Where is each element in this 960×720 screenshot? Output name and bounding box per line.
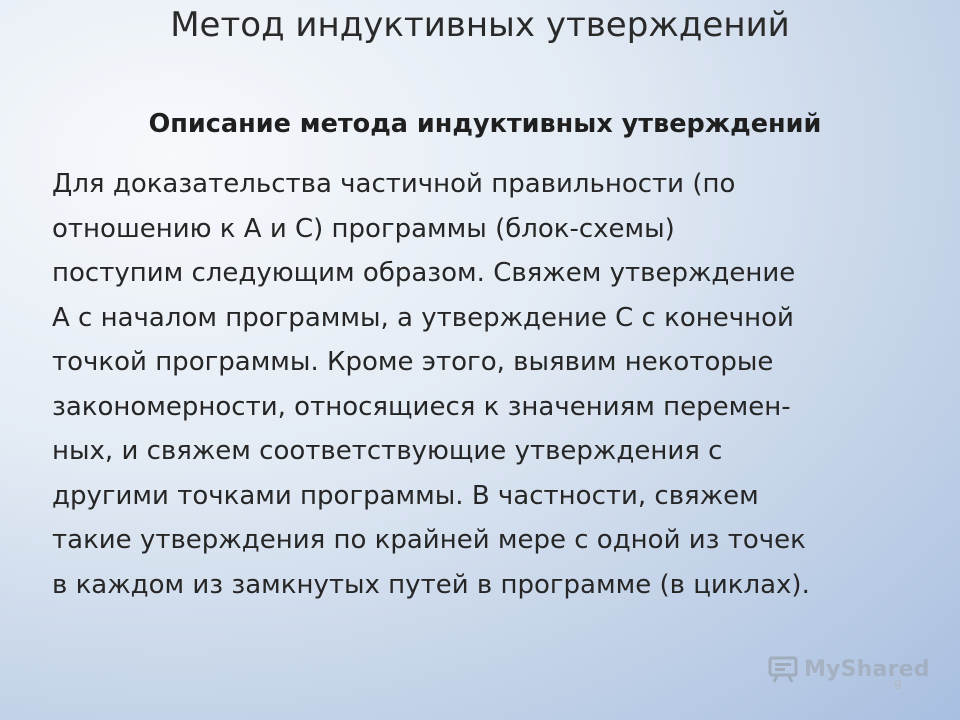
body-line: точкой программы. Кроме этого, выявим некоторые	[52, 347, 774, 377]
body-line: поступим следующим образом. Свяжем утверждение	[52, 258, 796, 288]
watermark-text: MyShared	[804, 656, 930, 682]
body-line: в каждом из замкнутых путей в программе (в циклах).	[52, 569, 810, 600]
watermark	[768, 655, 930, 683]
body-line: А с началом программы, а утверждение С с конечной	[52, 302, 794, 333]
body-line: другими точками программы. В частности, свяжем	[52, 480, 759, 511]
presentation-board-icon	[768, 655, 798, 683]
body-line: такие утверждения по крайней мере с одной из точек	[52, 525, 806, 555]
body-line: ных, и свяжем соответствующие утверждения с	[52, 436, 723, 466]
body-line: Для доказательства частичной правильности (по	[52, 169, 736, 199]
page-number: 9	[894, 678, 902, 692]
slide-title: Метод индуктивных утверждений	[170, 5, 790, 45]
body-line: отношению к А и С) программы (блок-схемы)	[52, 213, 675, 244]
slide-subtitle: Описание метода индуктивных утверждений	[148, 109, 822, 139]
body-line: закономерности, относящиеся к значениям перемен-	[52, 391, 791, 422]
slide-body	[52, 162, 932, 607]
